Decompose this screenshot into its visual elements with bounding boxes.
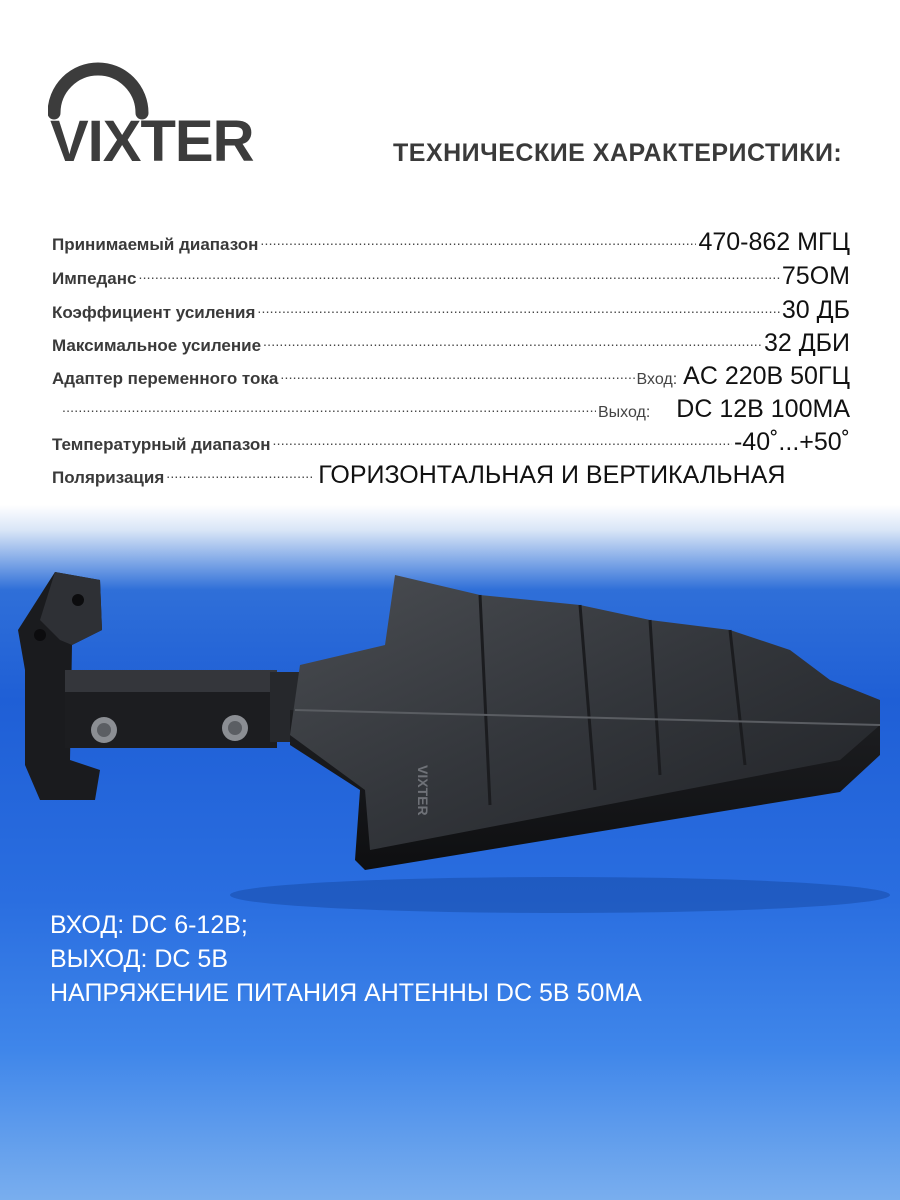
leader-dots (260, 231, 696, 250)
spec-value: 30 ДБ (781, 296, 850, 324)
spec-value: AC 220В 50ГЦ (683, 362, 850, 390)
leader-dots (280, 365, 634, 384)
antenna-image (0, 560, 900, 920)
leader-dots (166, 464, 314, 483)
antenna-supply-line: НАПРЯЖЕНИЕ ПИТАНИЯ АНТЕННЫ DC 5В 50МА (50, 979, 642, 1007)
leader-dots (257, 299, 780, 318)
spec-sub-label: Выход: (597, 404, 651, 421)
spec-value: -40˚...+50˚ (733, 428, 850, 456)
spec-row (52, 228, 850, 257)
leader-dots (62, 398, 596, 417)
spec-label: Адаптер переменного тока (52, 369, 279, 388)
spec-value: ГОРИЗОНТАЛЬНАЯ И ВЕРТИКАЛЬНАЯ (318, 461, 786, 489)
leader-dots (139, 265, 780, 284)
spec-label: Температурный диапазон (52, 435, 271, 454)
spec-sub-label: Вход: (636, 371, 678, 388)
spec-row (52, 362, 850, 391)
power-output-line: ВЫХОД: DC 5В (50, 945, 229, 973)
power-info (50, 908, 642, 1010)
power-input-line: ВХОД: DC 6-12В; (50, 911, 248, 939)
logo-text: VIXTER (50, 109, 254, 170)
spec-row (52, 428, 850, 457)
spec-row (60, 395, 850, 424)
leader-dots (273, 431, 732, 450)
spec-label: Максимальное усиление (52, 336, 262, 355)
spec-label: Импеданс (52, 269, 137, 288)
spec-row (52, 329, 850, 358)
spec-label: Коэффициент усиления (52, 303, 256, 322)
spec-label: Принимаемый диапазон (52, 235, 259, 254)
spec-row (52, 296, 850, 325)
antenna-logo: VIXTER (415, 765, 431, 816)
brand-logo (48, 55, 258, 170)
specs-title: ТЕХНИЧЕСКИЕ ХАРАКТЕРИСТИКИ: (393, 139, 843, 167)
spec-row (52, 461, 850, 490)
spec-row (52, 262, 850, 291)
spec-value: DC 12В 100МА (676, 395, 850, 423)
spec-value: 470-862 МГЦ (698, 228, 850, 256)
spec-label: Поляризация (52, 468, 165, 487)
spec-value: 32 ДБИ (763, 329, 850, 357)
spec-value: 75ОМ (781, 262, 850, 290)
leader-dots (263, 332, 762, 351)
